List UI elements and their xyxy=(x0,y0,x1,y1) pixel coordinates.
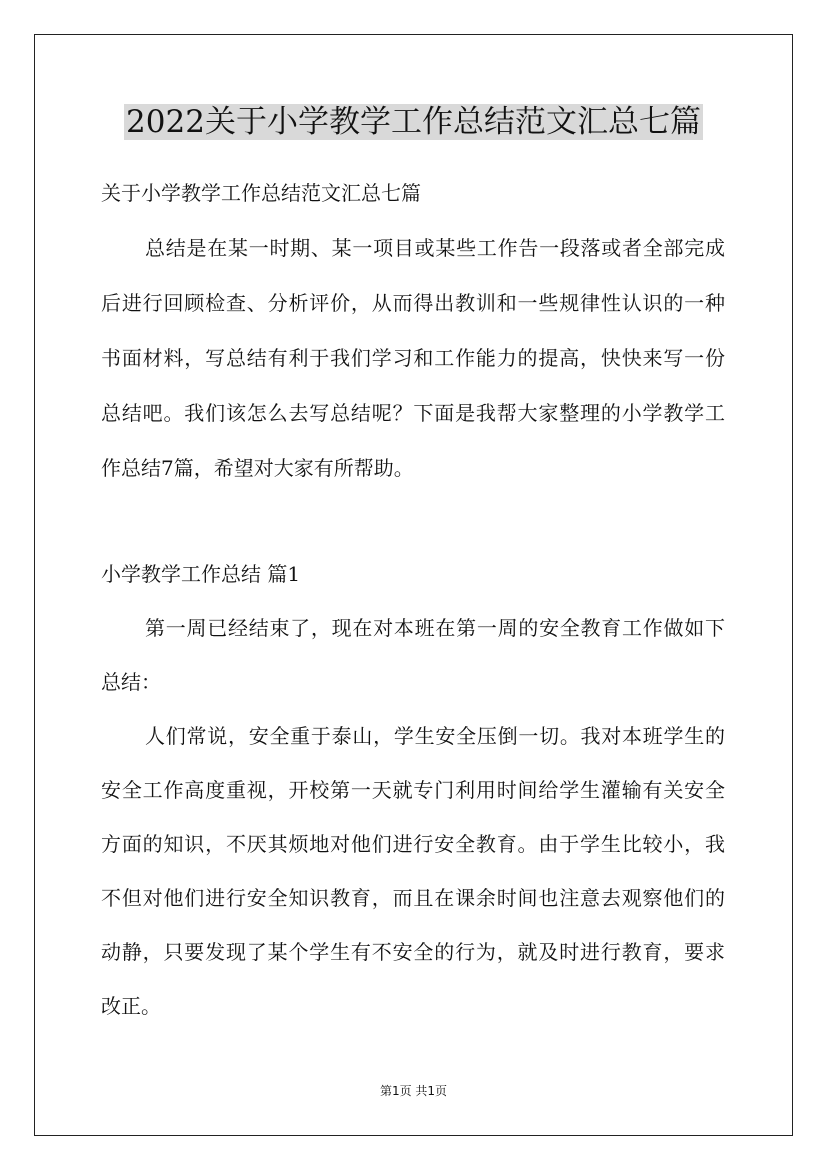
paragraph-line: 人们常说，安全重于泰山，学生安全压倒一切。我对本班学生的 xyxy=(145,724,725,748)
document-subtitle: 关于小学教学工作总结范文汇总七篇 xyxy=(101,181,421,205)
document-title xyxy=(0,98,827,146)
paragraph-line: 改正。 xyxy=(101,994,161,1018)
intro-line: 后进行回顾检查、分析评价，从而得出教训和一些规律性认识的一种 xyxy=(101,291,725,315)
paragraph-line: 第一周已经结束了，现在对本班在第一周的安全教育工作做如下 xyxy=(145,616,725,640)
paragraph-line: 方面的知识，不厌其烦地对他们进行安全教育。由于学生比较小，我 xyxy=(101,832,725,856)
paragraph-line: 安全工作高度重视，开校第一天就专门利用时间给学生灌输有关安全 xyxy=(101,778,725,802)
paragraph-line: 总结： xyxy=(101,670,161,694)
intro-line: 总结是在某一时期、某一项目或某些工作告一段落或者全部完成 xyxy=(145,236,725,260)
intro-line: 作总结7篇，希望对大家有所帮助。 xyxy=(101,456,414,480)
intro-line: 总结吧。我们该怎么去写总结呢？下面是我帮大家整理的小学教学工 xyxy=(101,401,725,425)
intro-line: 书面材料，写总结有利于我们学习和工作能力的提高，快快来写一份 xyxy=(101,346,725,370)
document-title-text: 2022关于小学教学工作总结范文汇总七篇 xyxy=(126,104,701,140)
paragraph-line: 不但对他们进行安全知识教育，而且在课余时间也注意去观察他们的 xyxy=(101,886,725,910)
page-footer xyxy=(0,1082,827,1100)
section-heading: 小学教学工作总结 篇1 xyxy=(101,562,301,586)
page-number: 第1页 共1页 xyxy=(379,1084,448,1098)
paragraph-line: 动静，只要发现了某个学生有不安全的行为，就及时进行教育，要求 xyxy=(101,940,725,964)
